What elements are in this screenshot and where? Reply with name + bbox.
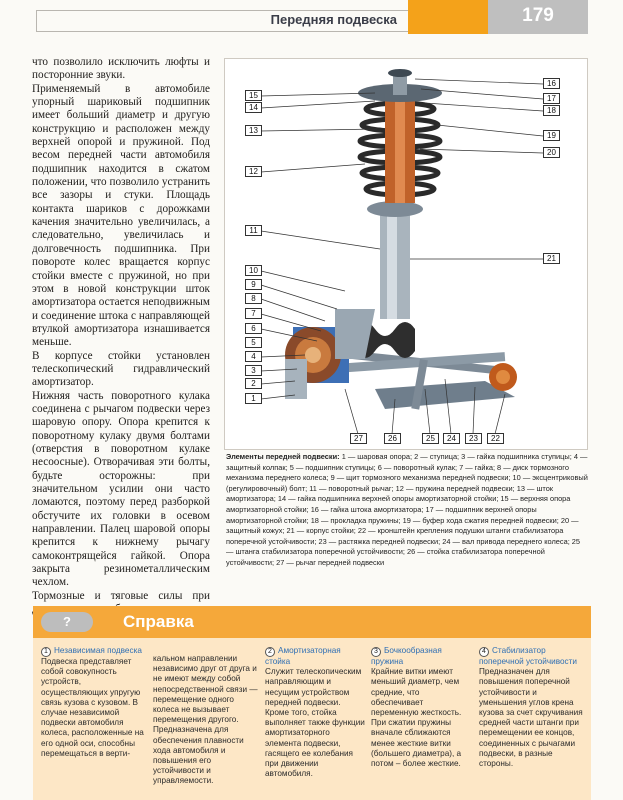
callout-23: 23 [465,433,482,444]
callout-22: 22 [487,433,504,444]
item-text-continued: кальном направлении независимо друг от друга и не имеют между собой непосредственной связи — перемещение одного колеса не вызывает перемещения другого. Предназначена для обеспечения плавности хода автомобиля и повышения его устойчивости и управляемости. [153,654,258,786]
item-number: 2 [265,647,275,657]
callout-13: 13 [245,125,262,136]
callout-7: 7 [245,308,262,319]
paragraph: Нижняя часть поворотного кулака соединена с рычагом подвески через шаровую опору. Опора крепится к поворотному кулаку двумя болтами (отверстия в поворотном кулаке несоосные). Отворачивая эти болты, будьте осторожны: при значительном усилии они часто ломаются, поэтому перед разборкой обстучите их головки в осевом направлении. Палец шаровой опоры крепится к нижнему рычагу самоконтрящейся гайкой. Опора закрыта резинометаллическим чехлом. [32,389,210,589]
callout-11: 11 [245,225,262,236]
paragraph: Тормозные и тяговые силы при [32,589,210,602]
item-heading: Независимая подвеска [54,646,142,655]
item-text: Служит телескопическим направляющим и несущим устройством передней подвески. Кроме того, стойка выполняет также функции амортизаторного элемента подвески, гасящего ее колебания при движении автомобиля. [265,667,365,779]
reference-header [33,606,591,638]
caption-title: Элементы передней подвески: [226,452,340,461]
suspension-figure [224,58,588,450]
section-title: Передняя подвеска [270,12,397,27]
caption-text: 1 — шаровая опора; 2 — ступица; 3 — гайка подшипника ступицы; 4 — защитный колпак; 5 — подшипник ступицы; 6 — поворотный кулак; 7 — гайка; 8 — диск тормозного механизма переднего колеса; 9 — щит тормозного механизма передней подвески; 10 — эксцентриковый (регулировочный) болт; 11 — поворотный рычаг; 12 — пружина передней подвески; 13 — шток амортизатора; 14 — гайка подшипника верхней опоры амортизаторной стойки; 15 — верхняя опора амортизаторной стойки; 16 — гайка штока амортизатора; 17 — подшипник верхней опоры амортизаторной стойки; 18 — прокладка пружины; 19 — буфер хода сжатия передней подвески; 20 — защитный кожух; 21 — корпус стойки; 22 — кронштейн крепления подушки штанги стабилизатора поперечной устойчивости; 23 — растяжка передней подвески; 24 — вал привода переднего колеса; 25 — штанга стабилизатора поперечной устойчивости; 26 — стойка стабилизатора поперечной устойчивости; 27 — рычаг передней подвески [226,452,588,567]
page-header [0,0,623,36]
callout-24: 24 [443,433,460,444]
item-number: 3 [371,647,381,657]
callout-20: 20 [543,147,560,158]
callout-12: 12 [245,166,262,177]
callout-4: 4 [245,351,262,362]
item-heading: Амортизаторная стойка [265,646,341,666]
item-number: 1 [41,647,51,657]
reference-item-2 [265,646,365,779]
paragraph: В корпусе стойки установлен телескопический гидравлический амортизатор. [32,349,210,389]
item-heading: Стабилизатор поперечной устойчивости [479,646,577,666]
callout-16: 16 [543,78,560,89]
item-text: Крайние витки имеют меньший диаметр, чем средние, что обеспечивает переменную жесткость. При сжатии пружины вначале сближаются менее жесткие витки (большего диаметра), а потом – более жесткие. [371,667,462,769]
callout-10: 10 [245,265,262,276]
item-text: Предназначен для повышения поперечной устойчивости и уменьшения углов крена кузова за счет скручивания средней части штанги при перемещении ее концов, соединенных с рычагами подвески, в разные стороны. [479,667,583,769]
callout-9: 9 [245,279,262,290]
paragraph: что позволило исключить люфты и посторонние звуки. [32,56,210,82]
callout-15: 15 [245,90,262,101]
callout-18: 18 [543,105,560,116]
item-text: Подвеска представляет собой совокупность устройств, осуществляющих упругую связь кузова с кузовом. В случае независимой подвески автомобиля колеса, расположенные на его одной оси, способны перемещаться в верти- [41,657,144,758]
suspension-illustration [225,59,589,451]
callout-26: 26 [384,433,401,444]
callout-19: 19 [543,130,560,141]
page-number: 179 [488,0,588,34]
callout-3: 3 [245,365,262,376]
item-number: 4 [479,647,489,657]
header-accent-tab [408,0,488,34]
reference-item-1-continued [153,654,259,787]
callout-5: 5 [245,337,262,348]
reference-title: Справка [123,612,194,631]
body-text-column [32,56,210,616]
callout-8: 8 [245,293,262,304]
callout-6: 6 [245,323,262,334]
question-icon: ? [41,612,93,632]
reference-item-4 [479,646,585,769]
callout-17: 17 [543,93,560,104]
item-heading: Бочкообразная пружина [371,646,442,666]
reference-box [33,606,591,800]
paragraph: Применяемый в автомобиле упорный шариковый подшипник имеет больший диаметр и другую конструкцию и расположен между верхней опорой и пружиной. Под весом передней части автомобиля подшипник находится в сжатом положении, что позволило устранить все зазоры и стуки. Площадь контакта шариков с дорожками качения значительно увеличилась, а следовательно, увеличилась и долговечность подшипника. При повороте колес вращается корпус стойки вместе с пружиной, но при этом в новой конструкции шток амортизатора остается неподвижным и соединение штока с направляющей втулкой амортизатора изнашивается меньше. [32,82,210,349]
callout-21: 21 [543,253,560,264]
callout-14: 14 [245,102,262,113]
callout-1: 1 [245,393,262,404]
callout-25: 25 [422,433,439,444]
callout-27: 27 [350,433,367,444]
figure-caption [226,452,588,569]
reference-item-3 [371,646,471,769]
callout-2: 2 [245,378,262,389]
reference-item-1 [41,646,147,759]
